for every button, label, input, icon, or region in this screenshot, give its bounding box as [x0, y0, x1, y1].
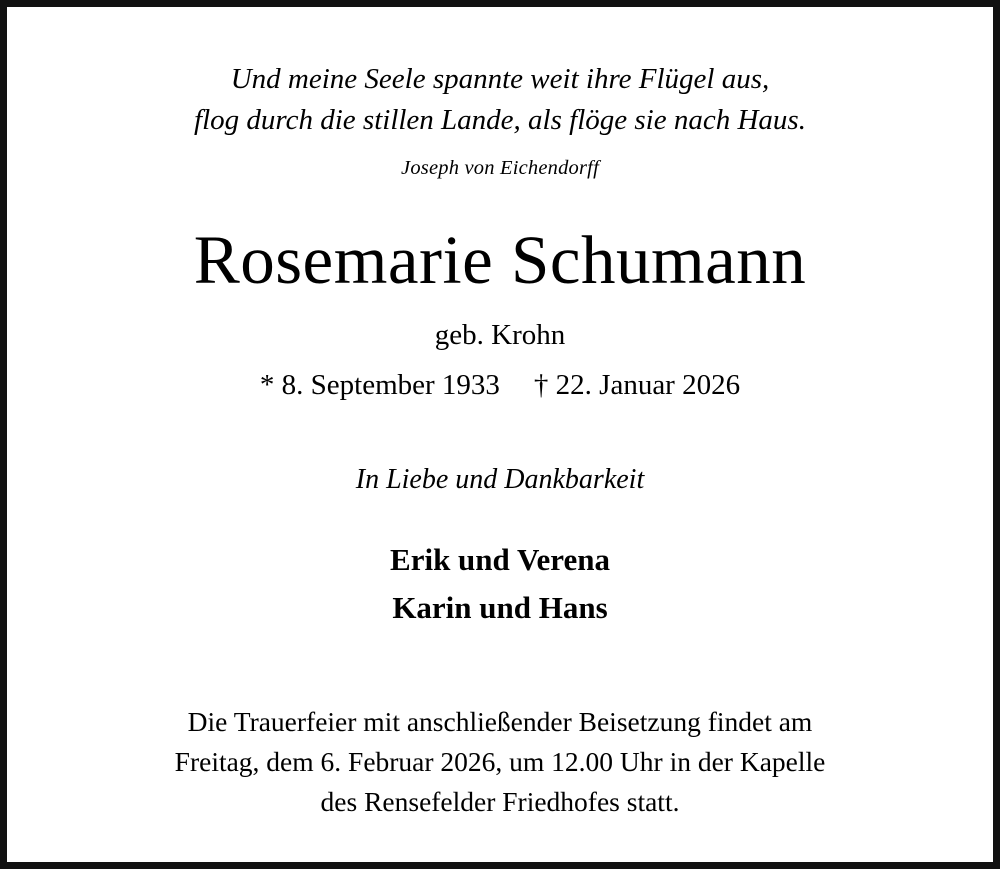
- mourner-line: Erik und Verena: [390, 541, 610, 577]
- death-date: † 22. Januar 2026: [533, 368, 741, 401]
- ceremony-line: des Rensefelder Friedhofes statt.: [320, 785, 680, 817]
- ceremony-details: [53, 702, 947, 822]
- poem-line: Und meine Seele spannte weit ihre Flügel aus,: [230, 63, 770, 95]
- maiden-name: geb. Krohn: [434, 318, 566, 351]
- birth-date: * 8. September 1933: [259, 368, 500, 401]
- poem-line: flog durch die stillen Lande, als flöge sie nach Haus.: [194, 104, 806, 137]
- ceremony-line: Freitag, dem 6. Februar 2026, um 12.00 Uhr in der Kapelle: [174, 745, 826, 777]
- poem-quote: [53, 59, 947, 141]
- deceased-name: Rosemarie Schumann: [193, 222, 807, 299]
- mourners-list: [53, 536, 947, 632]
- mourner-line: Karin und Hans: [392, 589, 608, 625]
- life-dates: [53, 369, 947, 402]
- ceremony-line: Die Trauerfeier mit anschließender Beisetzung findet am: [187, 705, 813, 737]
- dedication-text: In Liebe und Dankbarkeit: [355, 463, 645, 495]
- poem-author: Joseph von Eichendorff: [401, 157, 599, 180]
